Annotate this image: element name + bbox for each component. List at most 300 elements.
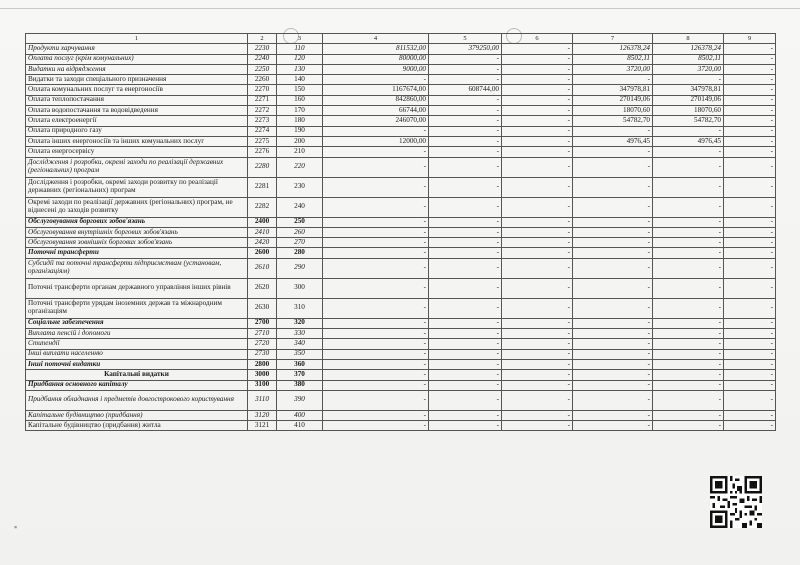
row-value-cell: - xyxy=(429,54,502,64)
row-value-cell: - xyxy=(653,359,724,369)
row-value-cell: - xyxy=(323,318,429,328)
table-row xyxy=(26,95,776,105)
row-value-cell: - xyxy=(653,248,724,258)
row-value-cell: - xyxy=(653,298,724,318)
row-name-cell: Капітальне будівництво (придбання) житла xyxy=(26,421,248,431)
row-value-cell: - xyxy=(724,248,776,258)
row-value-cell: - xyxy=(502,339,573,349)
row-value-cell: - xyxy=(323,278,429,298)
row-code-cell: 3120 xyxy=(248,410,277,420)
row-value-cell: - xyxy=(653,126,724,136)
row-value-cell: - xyxy=(724,410,776,420)
table-row xyxy=(26,85,776,95)
row-value-cell: - xyxy=(573,278,653,298)
table-row xyxy=(26,421,776,431)
row-value-cell: - xyxy=(724,227,776,237)
row-value-cell: 4976,45 xyxy=(653,136,724,146)
row-value-cell: - xyxy=(724,147,776,157)
row-value-cell: 126378,24 xyxy=(653,44,724,54)
row-code-cell: 2282 xyxy=(248,197,277,217)
row-name-cell: Видатки на відрядження xyxy=(26,64,248,74)
header-cell: 6 xyxy=(502,34,573,44)
row-value-cell: - xyxy=(323,380,429,390)
header-cell: 8 xyxy=(653,34,724,44)
row-value-cell: - xyxy=(429,278,502,298)
row-value-cell: - xyxy=(573,410,653,420)
row-value-cell: - xyxy=(502,298,573,318)
row-name-cell: Виплата пенсій і допомоги xyxy=(26,329,248,339)
row-value-cell: - xyxy=(502,410,573,420)
row-value-cell: - xyxy=(502,318,573,328)
row-value-cell: - xyxy=(502,227,573,237)
row-value-cell: - xyxy=(502,116,573,126)
row-value-cell: - xyxy=(429,380,502,390)
table-header-row xyxy=(26,34,776,44)
row-value-cell: 379250,00 xyxy=(429,44,502,54)
header-cell: 2 xyxy=(248,34,277,44)
row-name-cell: Капітальні видатки xyxy=(26,370,248,380)
page-top-edge xyxy=(0,8,800,9)
row-value-cell: - xyxy=(429,339,502,349)
row-line-cell: 120 xyxy=(277,54,323,64)
row-value-cell: - xyxy=(429,106,502,116)
row-value-cell: - xyxy=(724,258,776,278)
row-value-cell: - xyxy=(502,75,573,85)
header-cell: 4 xyxy=(323,34,429,44)
row-value-cell: - xyxy=(573,329,653,339)
table-row xyxy=(26,106,776,116)
row-value-cell: - xyxy=(502,197,573,217)
row-code-cell: 3100 xyxy=(248,380,277,390)
row-name-cell: Оплата послуг (крім комунальних) xyxy=(26,54,248,64)
row-value-cell: - xyxy=(653,227,724,237)
row-value-cell: - xyxy=(573,318,653,328)
row-name-cell: Обслуговування зовнішніх боргових зобов'язань xyxy=(26,238,248,248)
row-value-cell: - xyxy=(429,349,502,359)
header-cell: 7 xyxy=(573,34,653,44)
table-row xyxy=(26,136,776,146)
row-value-cell: - xyxy=(724,278,776,298)
row-name-cell: Субсидії та поточні трансферти підприємствам (установам, організаціям) xyxy=(26,258,248,278)
row-name-cell: Оплата водопостачання та водовідведення xyxy=(26,106,248,116)
row-value-cell: - xyxy=(502,126,573,136)
row-value-cell: - xyxy=(724,177,776,197)
row-value-cell: - xyxy=(573,349,653,359)
row-line-cell: 390 xyxy=(277,390,323,410)
row-line-cell: 310 xyxy=(277,298,323,318)
table-row xyxy=(26,44,776,54)
row-value-cell: - xyxy=(573,258,653,278)
row-code-cell: 3110 xyxy=(248,390,277,410)
row-value-cell: - xyxy=(429,258,502,278)
table-row xyxy=(26,75,776,85)
row-name-cell: Соціальне забезпечення xyxy=(26,318,248,328)
row-value-cell: 270149,06 xyxy=(573,95,653,105)
row-value-cell: - xyxy=(502,380,573,390)
row-value-cell: - xyxy=(724,421,776,431)
row-value-cell: - xyxy=(653,421,724,431)
row-value-cell: - xyxy=(724,238,776,248)
table-row xyxy=(26,370,776,380)
row-value-cell: - xyxy=(724,380,776,390)
row-value-cell: - xyxy=(429,238,502,248)
row-line-cell: 250 xyxy=(277,217,323,227)
row-name-cell: Оплата природного газу xyxy=(26,126,248,136)
row-name-cell: Стипендії xyxy=(26,339,248,349)
table-row xyxy=(26,339,776,349)
row-code-cell: 2720 xyxy=(248,339,277,349)
table-row xyxy=(26,217,776,227)
row-value-cell: - xyxy=(429,95,502,105)
row-value-cell: - xyxy=(429,177,502,197)
row-value-cell: 3720,00 xyxy=(653,64,724,74)
row-line-cell: 170 xyxy=(277,106,323,116)
row-value-cell: - xyxy=(502,359,573,369)
row-value-cell: - xyxy=(724,298,776,318)
row-value-cell: - xyxy=(724,339,776,349)
table-row xyxy=(26,177,776,197)
row-value-cell: - xyxy=(724,370,776,380)
row-name-cell: Обслуговування боргових зобов'язань xyxy=(26,217,248,227)
row-value-cell: - xyxy=(323,421,429,431)
row-value-cell: 608744,00 xyxy=(429,85,502,95)
row-value-cell: - xyxy=(429,147,502,157)
row-value-cell: - xyxy=(323,359,429,369)
row-line-cell: 130 xyxy=(277,64,323,74)
header-cell: 9 xyxy=(724,34,776,44)
table-row xyxy=(26,227,776,237)
row-name-cell: Окремі заходи по реалізації державних (регіональних) програм, не віднесені до заходів розвитку xyxy=(26,197,248,217)
row-code-cell: 2230 xyxy=(248,44,277,54)
row-value-cell: - xyxy=(653,329,724,339)
row-value-cell: - xyxy=(323,197,429,217)
row-line-cell: 150 xyxy=(277,85,323,95)
row-name-cell: Поточні трансферти урядам іноземних держав та міжнародним організаціям xyxy=(26,298,248,318)
row-value-cell: - xyxy=(573,157,653,177)
row-value-cell: - xyxy=(724,197,776,217)
table-row xyxy=(26,410,776,420)
row-value-cell: - xyxy=(653,339,724,349)
row-value-cell: - xyxy=(573,380,653,390)
row-line-cell: 380 xyxy=(277,380,323,390)
row-value-cell: 9000,00 xyxy=(323,64,429,74)
row-value-cell: - xyxy=(502,157,573,177)
row-line-cell: 210 xyxy=(277,147,323,157)
row-value-cell: - xyxy=(502,238,573,248)
row-value-cell: - xyxy=(653,147,724,157)
row-value-cell: - xyxy=(429,329,502,339)
row-value-cell: - xyxy=(724,54,776,64)
row-value-cell: - xyxy=(323,238,429,248)
row-value-cell: 126378,24 xyxy=(573,44,653,54)
row-value-cell: - xyxy=(653,75,724,85)
row-value-cell: 1167674,00 xyxy=(323,85,429,95)
row-value-cell: - xyxy=(573,217,653,227)
row-value-cell: - xyxy=(323,248,429,258)
row-value-cell: - xyxy=(429,136,502,146)
row-value-cell: - xyxy=(653,258,724,278)
row-value-cell: 12000,00 xyxy=(323,136,429,146)
row-line-cell: 190 xyxy=(277,126,323,136)
row-value-cell: - xyxy=(502,95,573,105)
row-value-cell: - xyxy=(502,136,573,146)
row-value-cell: - xyxy=(323,147,429,157)
row-value-cell: - xyxy=(573,390,653,410)
table-row xyxy=(26,390,776,410)
row-name-cell: Оплата енергосервісу xyxy=(26,147,248,157)
row-line-cell: 300 xyxy=(277,278,323,298)
row-value-cell: 18070,60 xyxy=(653,106,724,116)
row-value-cell: - xyxy=(429,390,502,410)
row-value-cell: - xyxy=(573,147,653,157)
row-value-cell: - xyxy=(653,217,724,227)
row-value-cell: 54782,70 xyxy=(573,116,653,126)
table-row xyxy=(26,147,776,157)
row-value-cell: - xyxy=(573,197,653,217)
row-name-cell: Капітальне будівництво (придбання) xyxy=(26,410,248,420)
row-code-cell: 2710 xyxy=(248,329,277,339)
row-value-cell: 66744,00 xyxy=(323,106,429,116)
row-value-cell: 3720,00 xyxy=(573,64,653,74)
row-line-cell: 260 xyxy=(277,227,323,237)
row-value-cell: - xyxy=(429,157,502,177)
header-cell: 3 xyxy=(277,34,323,44)
row-line-cell: 290 xyxy=(277,258,323,278)
row-value-cell: - xyxy=(573,370,653,380)
row-code-cell: 2240 xyxy=(248,54,277,64)
table-row xyxy=(26,126,776,136)
row-code-cell: 2730 xyxy=(248,349,277,359)
row-code-cell: 2620 xyxy=(248,278,277,298)
row-line-cell: 410 xyxy=(277,421,323,431)
row-value-cell: 246070,00 xyxy=(323,116,429,126)
row-value-cell: - xyxy=(429,421,502,431)
row-value-cell: - xyxy=(653,278,724,298)
row-value-cell: - xyxy=(724,136,776,146)
row-value-cell: - xyxy=(724,359,776,369)
row-value-cell: - xyxy=(429,318,502,328)
row-code-cell: 2272 xyxy=(248,106,277,116)
row-value-cell: - xyxy=(573,298,653,318)
row-name-cell: Поточні трансферти органам державного управління інших рівнів xyxy=(26,278,248,298)
row-code-cell: 2274 xyxy=(248,126,277,136)
row-line-cell: 220 xyxy=(277,157,323,177)
row-value-cell: - xyxy=(724,85,776,95)
row-value-cell: - xyxy=(323,126,429,136)
table-row xyxy=(26,238,776,248)
row-value-cell: - xyxy=(323,227,429,237)
row-value-cell: - xyxy=(724,390,776,410)
row-value-cell: - xyxy=(502,390,573,410)
row-value-cell: - xyxy=(429,359,502,369)
row-value-cell: - xyxy=(323,410,429,420)
row-value-cell: 842860,00 xyxy=(323,95,429,105)
row-name-cell: Дослідження і розробки, окремі заходи розвитку по реалізації державних (регіональних) програм xyxy=(26,177,248,197)
row-line-cell: 360 xyxy=(277,359,323,369)
row-value-cell: - xyxy=(429,64,502,74)
row-value-cell: - xyxy=(653,238,724,248)
row-name-cell: Оплата електроенергії xyxy=(26,116,248,126)
row-value-cell: - xyxy=(573,177,653,197)
row-line-cell: 230 xyxy=(277,177,323,197)
row-value-cell: - xyxy=(573,126,653,136)
row-value-cell: - xyxy=(323,390,429,410)
row-value-cell: - xyxy=(502,177,573,197)
row-line-cell: 160 xyxy=(277,95,323,105)
row-line-cell: 370 xyxy=(277,370,323,380)
row-value-cell: 8502,11 xyxy=(653,54,724,64)
row-value-cell: - xyxy=(323,349,429,359)
row-value-cell: - xyxy=(724,217,776,227)
row-value-cell: - xyxy=(502,258,573,278)
row-code-cell: 2250 xyxy=(248,64,277,74)
row-value-cell: - xyxy=(724,349,776,359)
table-row xyxy=(26,197,776,217)
row-value-cell: - xyxy=(323,339,429,349)
row-value-cell: - xyxy=(502,217,573,227)
row-value-cell: 811532,00 xyxy=(323,44,429,54)
row-name-cell: Інші виплати населенню xyxy=(26,349,248,359)
row-line-cell: 400 xyxy=(277,410,323,420)
row-value-cell: - xyxy=(502,106,573,116)
table-row xyxy=(26,329,776,339)
row-value-cell: - xyxy=(502,329,573,339)
row-value-cell: - xyxy=(653,197,724,217)
row-value-cell: - xyxy=(573,75,653,85)
row-name-cell: Оплата комунальних послуг та енергоносіїв xyxy=(26,85,248,95)
table-row xyxy=(26,298,776,318)
row-line-cell: 110 xyxy=(277,44,323,54)
row-code-cell: 3121 xyxy=(248,421,277,431)
row-value-cell: - xyxy=(323,157,429,177)
row-value-cell: - xyxy=(429,298,502,318)
row-value-cell: - xyxy=(429,197,502,217)
row-value-cell: - xyxy=(573,238,653,248)
table-row xyxy=(26,64,776,74)
row-value-cell: - xyxy=(502,64,573,74)
row-line-cell: 280 xyxy=(277,248,323,258)
row-value-cell: - xyxy=(653,318,724,328)
row-value-cell: 80000,00 xyxy=(323,54,429,64)
row-name-cell: Обслуговування внутрішніх боргових зобов'язань xyxy=(26,227,248,237)
row-value-cell: - xyxy=(502,278,573,298)
row-value-cell: 347978,81 xyxy=(653,85,724,95)
row-value-cell: - xyxy=(653,177,724,197)
row-value-cell: 270149,06 xyxy=(653,95,724,105)
row-code-cell: 2630 xyxy=(248,298,277,318)
row-line-cell: 270 xyxy=(277,238,323,248)
row-value-cell: - xyxy=(323,329,429,339)
table-row xyxy=(26,54,776,64)
row-value-cell: - xyxy=(323,75,429,85)
qr-code xyxy=(710,476,762,528)
row-name-cell: Продукти харчування xyxy=(26,44,248,54)
row-code-cell: 2271 xyxy=(248,95,277,105)
row-value-cell: 18070,60 xyxy=(573,106,653,116)
row-line-cell: 200 xyxy=(277,136,323,146)
row-value-cell: - xyxy=(323,258,429,278)
table-row xyxy=(26,278,776,298)
row-value-cell: - xyxy=(429,217,502,227)
row-code-cell: 2280 xyxy=(248,157,277,177)
row-value-cell: - xyxy=(323,177,429,197)
row-value-cell: - xyxy=(323,217,429,227)
table-row xyxy=(26,157,776,177)
row-line-cell: 320 xyxy=(277,318,323,328)
row-value-cell: 8502,11 xyxy=(573,54,653,64)
row-code-cell: 2410 xyxy=(248,227,277,237)
row-name-cell: Видатки та заходи спеціального призначення xyxy=(26,75,248,85)
row-line-cell: 340 xyxy=(277,339,323,349)
row-value-cell: - xyxy=(502,147,573,157)
header-cell: 1 xyxy=(26,34,248,44)
table-row xyxy=(26,116,776,126)
row-value-cell: - xyxy=(653,390,724,410)
row-value-cell: - xyxy=(724,116,776,126)
row-value-cell: - xyxy=(724,95,776,105)
row-value-cell: - xyxy=(653,410,724,420)
row-line-cell: 240 xyxy=(277,197,323,217)
row-value-cell: 4976,45 xyxy=(573,136,653,146)
row-value-cell: - xyxy=(573,421,653,431)
row-code-cell: 2420 xyxy=(248,238,277,248)
row-code-cell: 2600 xyxy=(248,248,277,258)
row-code-cell: 2700 xyxy=(248,318,277,328)
row-value-cell: - xyxy=(653,380,724,390)
row-value-cell: - xyxy=(323,298,429,318)
row-name-cell: Придбання основного капіталу xyxy=(26,380,248,390)
row-code-cell: 2260 xyxy=(248,75,277,85)
header-cell: 5 xyxy=(429,34,502,44)
row-code-cell: 2273 xyxy=(248,116,277,126)
table-row xyxy=(26,248,776,258)
row-value-cell: - xyxy=(429,248,502,258)
row-line-cell: 140 xyxy=(277,75,323,85)
row-value-cell: - xyxy=(724,106,776,116)
row-code-cell: 2281 xyxy=(248,177,277,197)
row-value-cell: - xyxy=(429,126,502,136)
row-value-cell: - xyxy=(573,248,653,258)
binding-mark: ▪ xyxy=(14,522,18,532)
row-value-cell: - xyxy=(502,44,573,54)
row-code-cell: 2275 xyxy=(248,136,277,146)
row-name-cell: Інші поточні видатки xyxy=(26,359,248,369)
row-value-cell: - xyxy=(323,370,429,380)
row-value-cell: 54782,70 xyxy=(653,116,724,126)
row-value-cell: - xyxy=(502,349,573,359)
row-value-cell: - xyxy=(429,75,502,85)
row-value-cell: - xyxy=(429,227,502,237)
row-code-cell: 2400 xyxy=(248,217,277,227)
row-value-cell: - xyxy=(573,227,653,237)
row-line-cell: 330 xyxy=(277,329,323,339)
row-value-cell: - xyxy=(724,44,776,54)
row-value-cell: - xyxy=(724,126,776,136)
row-name-cell: Придбання обладнання і предметів довгострокового користування xyxy=(26,390,248,410)
table-row xyxy=(26,359,776,369)
table-row xyxy=(26,349,776,359)
expenditure-table xyxy=(25,33,776,431)
row-value-cell: - xyxy=(573,359,653,369)
row-value-cell: - xyxy=(502,370,573,380)
row-value-cell: - xyxy=(502,85,573,95)
row-code-cell: 2276 xyxy=(248,147,277,157)
row-name-cell: Поточні трансферти xyxy=(26,248,248,258)
row-code-cell: 2270 xyxy=(248,85,277,95)
table-row xyxy=(26,318,776,328)
row-value-cell: - xyxy=(429,410,502,420)
row-value-cell: - xyxy=(724,318,776,328)
